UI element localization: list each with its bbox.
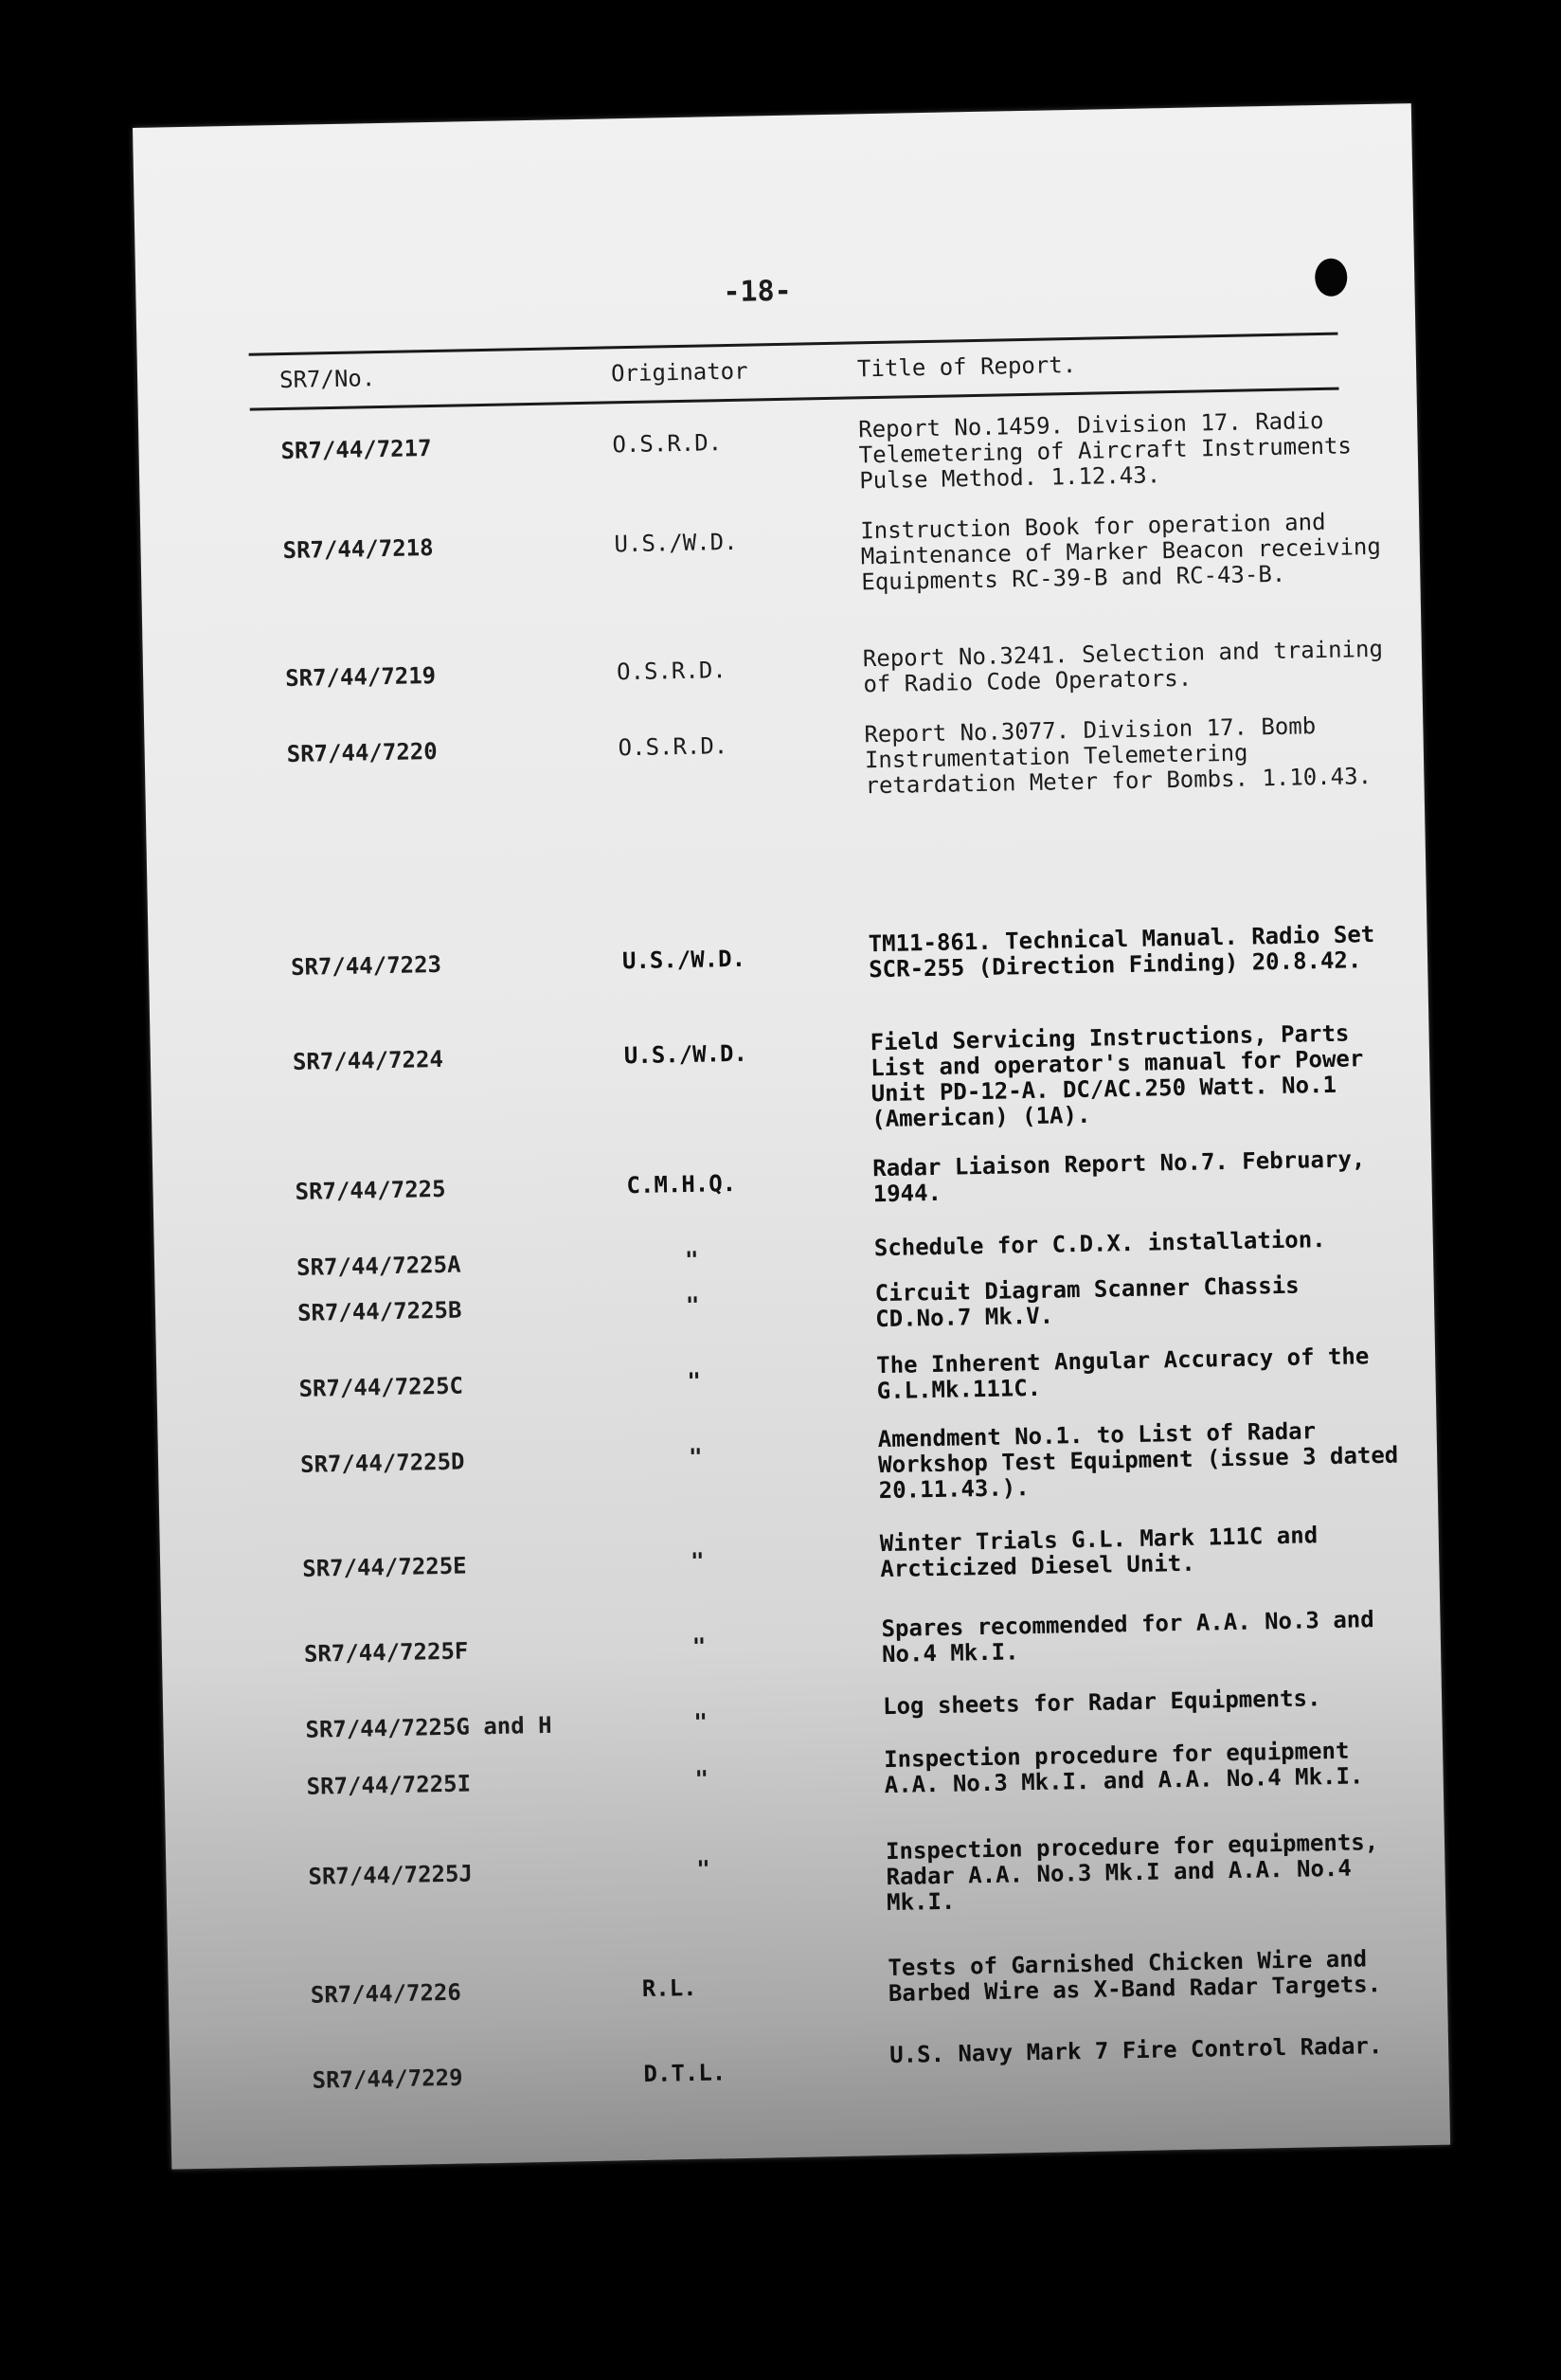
report-originator-ditto: " <box>691 1632 707 1660</box>
table-row <box>138 406 1417 495</box>
table-row <box>154 1226 1433 1281</box>
report-title: Log sheets for Radar Equipments. <box>882 1685 1321 1721</box>
table-row <box>169 1945 1447 2009</box>
report-originator: U.S./W.D. <box>623 1039 748 1070</box>
table-row <box>155 1271 1434 1333</box>
report-title: TM11-861. Technical Manual. Radio Set SCR-255 (Direction Finding) 20.8.42. <box>868 920 1375 983</box>
header-number: SR7/No. <box>278 365 376 394</box>
report-originator: O.S.R.D. <box>616 657 727 686</box>
report-title: Radar Liaison Report No.7. February, 1944. <box>871 1145 1366 1208</box>
report-title: Winter Trials G.L. Mark 111C and Arcticized Diesel Unit. <box>879 1522 1319 1583</box>
report-title: Report No.3241. Selection and training of Radio Code Operators. <box>862 635 1384 698</box>
report-number: SR7/44/7225F <box>303 1637 469 1668</box>
report-title: Report No.1459. Division 17. Radio Telemetering of Aircraft Instruments Pulse Method. 1.12.43. <box>857 406 1353 495</box>
report-title: U.S. Navy Mark 7 Fire Control Radar. <box>888 2032 1383 2069</box>
report-number: SR7/44/7218 <box>282 533 434 565</box>
report-number: SR7/44/7217 <box>280 435 432 465</box>
table-row <box>151 1019 1429 1133</box>
report-originator: D.T.L. <box>643 2059 727 2088</box>
header-rule-top <box>249 333 1338 356</box>
report-title: Inspection procedure for equipments, Radar A.A. No.3 Mk.I and A.A. No.4 Mk.I. <box>885 1829 1379 1917</box>
report-originator: R.L. <box>641 1974 697 2003</box>
table-row <box>156 1343 1435 1405</box>
table-row <box>160 1522 1439 1583</box>
table-row <box>143 635 1422 698</box>
report-number: SR7/44/7219 <box>284 661 437 693</box>
report-number: SR7/44/7225 <box>295 1175 446 1205</box>
report-number: SR7/44/7224 <box>292 1045 444 1075</box>
report-originator: C.M.H.Q. <box>626 1169 737 1199</box>
table-row <box>163 1685 1442 1743</box>
report-number: SR7/44/7225C <box>298 1372 464 1402</box>
table-row <box>166 1829 1444 1917</box>
report-title: Circuit Diagram Scanner Chassis CD.No.7 Mk.V. <box>874 1271 1300 1333</box>
report-title: Tests of Garnished Chicken Wire and Barbed Wire as X-Band Radar Targets. <box>888 1945 1382 2008</box>
report-number: SR7/44/7225B <box>296 1296 462 1326</box>
report-originator-ditto: " <box>684 1246 699 1274</box>
report-title: Spares recommended for A.A. No.3 and No.4 Mk.I. <box>881 1606 1374 1668</box>
report-originator-ditto: " <box>694 1765 709 1793</box>
report-number: SR7/44/7225A <box>296 1251 461 1281</box>
table-row <box>144 712 1423 800</box>
report-title: Report No.3077. Division 17. Bomb Instrumentation Telemetering retardation Meter for Bombs. 1.10.43. <box>864 712 1373 800</box>
report-title: The Inherent Angular Accuracy of the G.L.Mk.111C. <box>875 1343 1370 1405</box>
table-row <box>162 1606 1441 1668</box>
table-row <box>140 508 1419 596</box>
table-row <box>164 1737 1443 1800</box>
report-originator-ditto: " <box>690 1547 705 1575</box>
header-originator: Originator <box>610 357 748 388</box>
report-title: Field Servicing Instructions, Parts List and operator's manual for Power Unit PD-12-A. DC/AC.250 Watt. No.1 (American) (1A). <box>870 1019 1364 1133</box>
report-title: Instruction Book for operation and Maintenance of Marker Beacon receiving Equipments RC-39-B and RC-43-B. <box>860 508 1382 596</box>
report-number: SR7/44/7226 <box>310 1978 462 2009</box>
report-number: SR7/44/7225G and H <box>305 1711 552 1743</box>
report-number: SR7/44/7223 <box>290 950 442 981</box>
table-row <box>149 920 1427 983</box>
header-title: Title of Report. <box>856 351 1077 383</box>
report-title: Inspection procedure for equipment A.A. No.3 Mk.I. and A.A. No.4 Mk.I. <box>883 1737 1364 1799</box>
report-originator-ditto: " <box>685 1291 700 1320</box>
report-originator: O.S.R.D. <box>618 732 728 762</box>
report-number: SR7/44/7225J <box>308 1860 474 1890</box>
report-title: Amendment No.1. to List of Radar Workshop Test Equipment (issue 3 dated 20.11.43.). <box>877 1417 1399 1505</box>
page-number: -18- <box>723 274 793 310</box>
report-originator-ditto: " <box>696 1855 711 1883</box>
report-title: Schedule for C.D.X. installation. <box>873 1226 1326 1262</box>
report-originator: O.S.R.D. <box>612 429 723 459</box>
table-row <box>170 2032 1448 2094</box>
header-rule-bottom <box>250 388 1339 411</box>
table-row <box>158 1417 1437 1505</box>
report-number: SR7/44/7220 <box>286 737 438 767</box>
table-row <box>153 1145 1431 1208</box>
report-originator: U.S./W.D. <box>614 528 738 558</box>
report-originator-ditto: " <box>687 1367 702 1396</box>
report-originator-ditto: " <box>693 1708 709 1736</box>
report-number: SR7/44/7229 <box>312 2064 463 2094</box>
report-number: SR7/44/7225I <box>306 1770 472 1800</box>
ink-blot <box>1315 258 1348 297</box>
report-originator: U.S./W.D. <box>621 945 746 975</box>
document-page <box>133 103 1450 2170</box>
report-number: SR7/44/7225E <box>301 1552 467 1582</box>
report-originator-ditto: " <box>688 1443 703 1470</box>
report-number: SR7/44/7225D <box>299 1448 465 1478</box>
